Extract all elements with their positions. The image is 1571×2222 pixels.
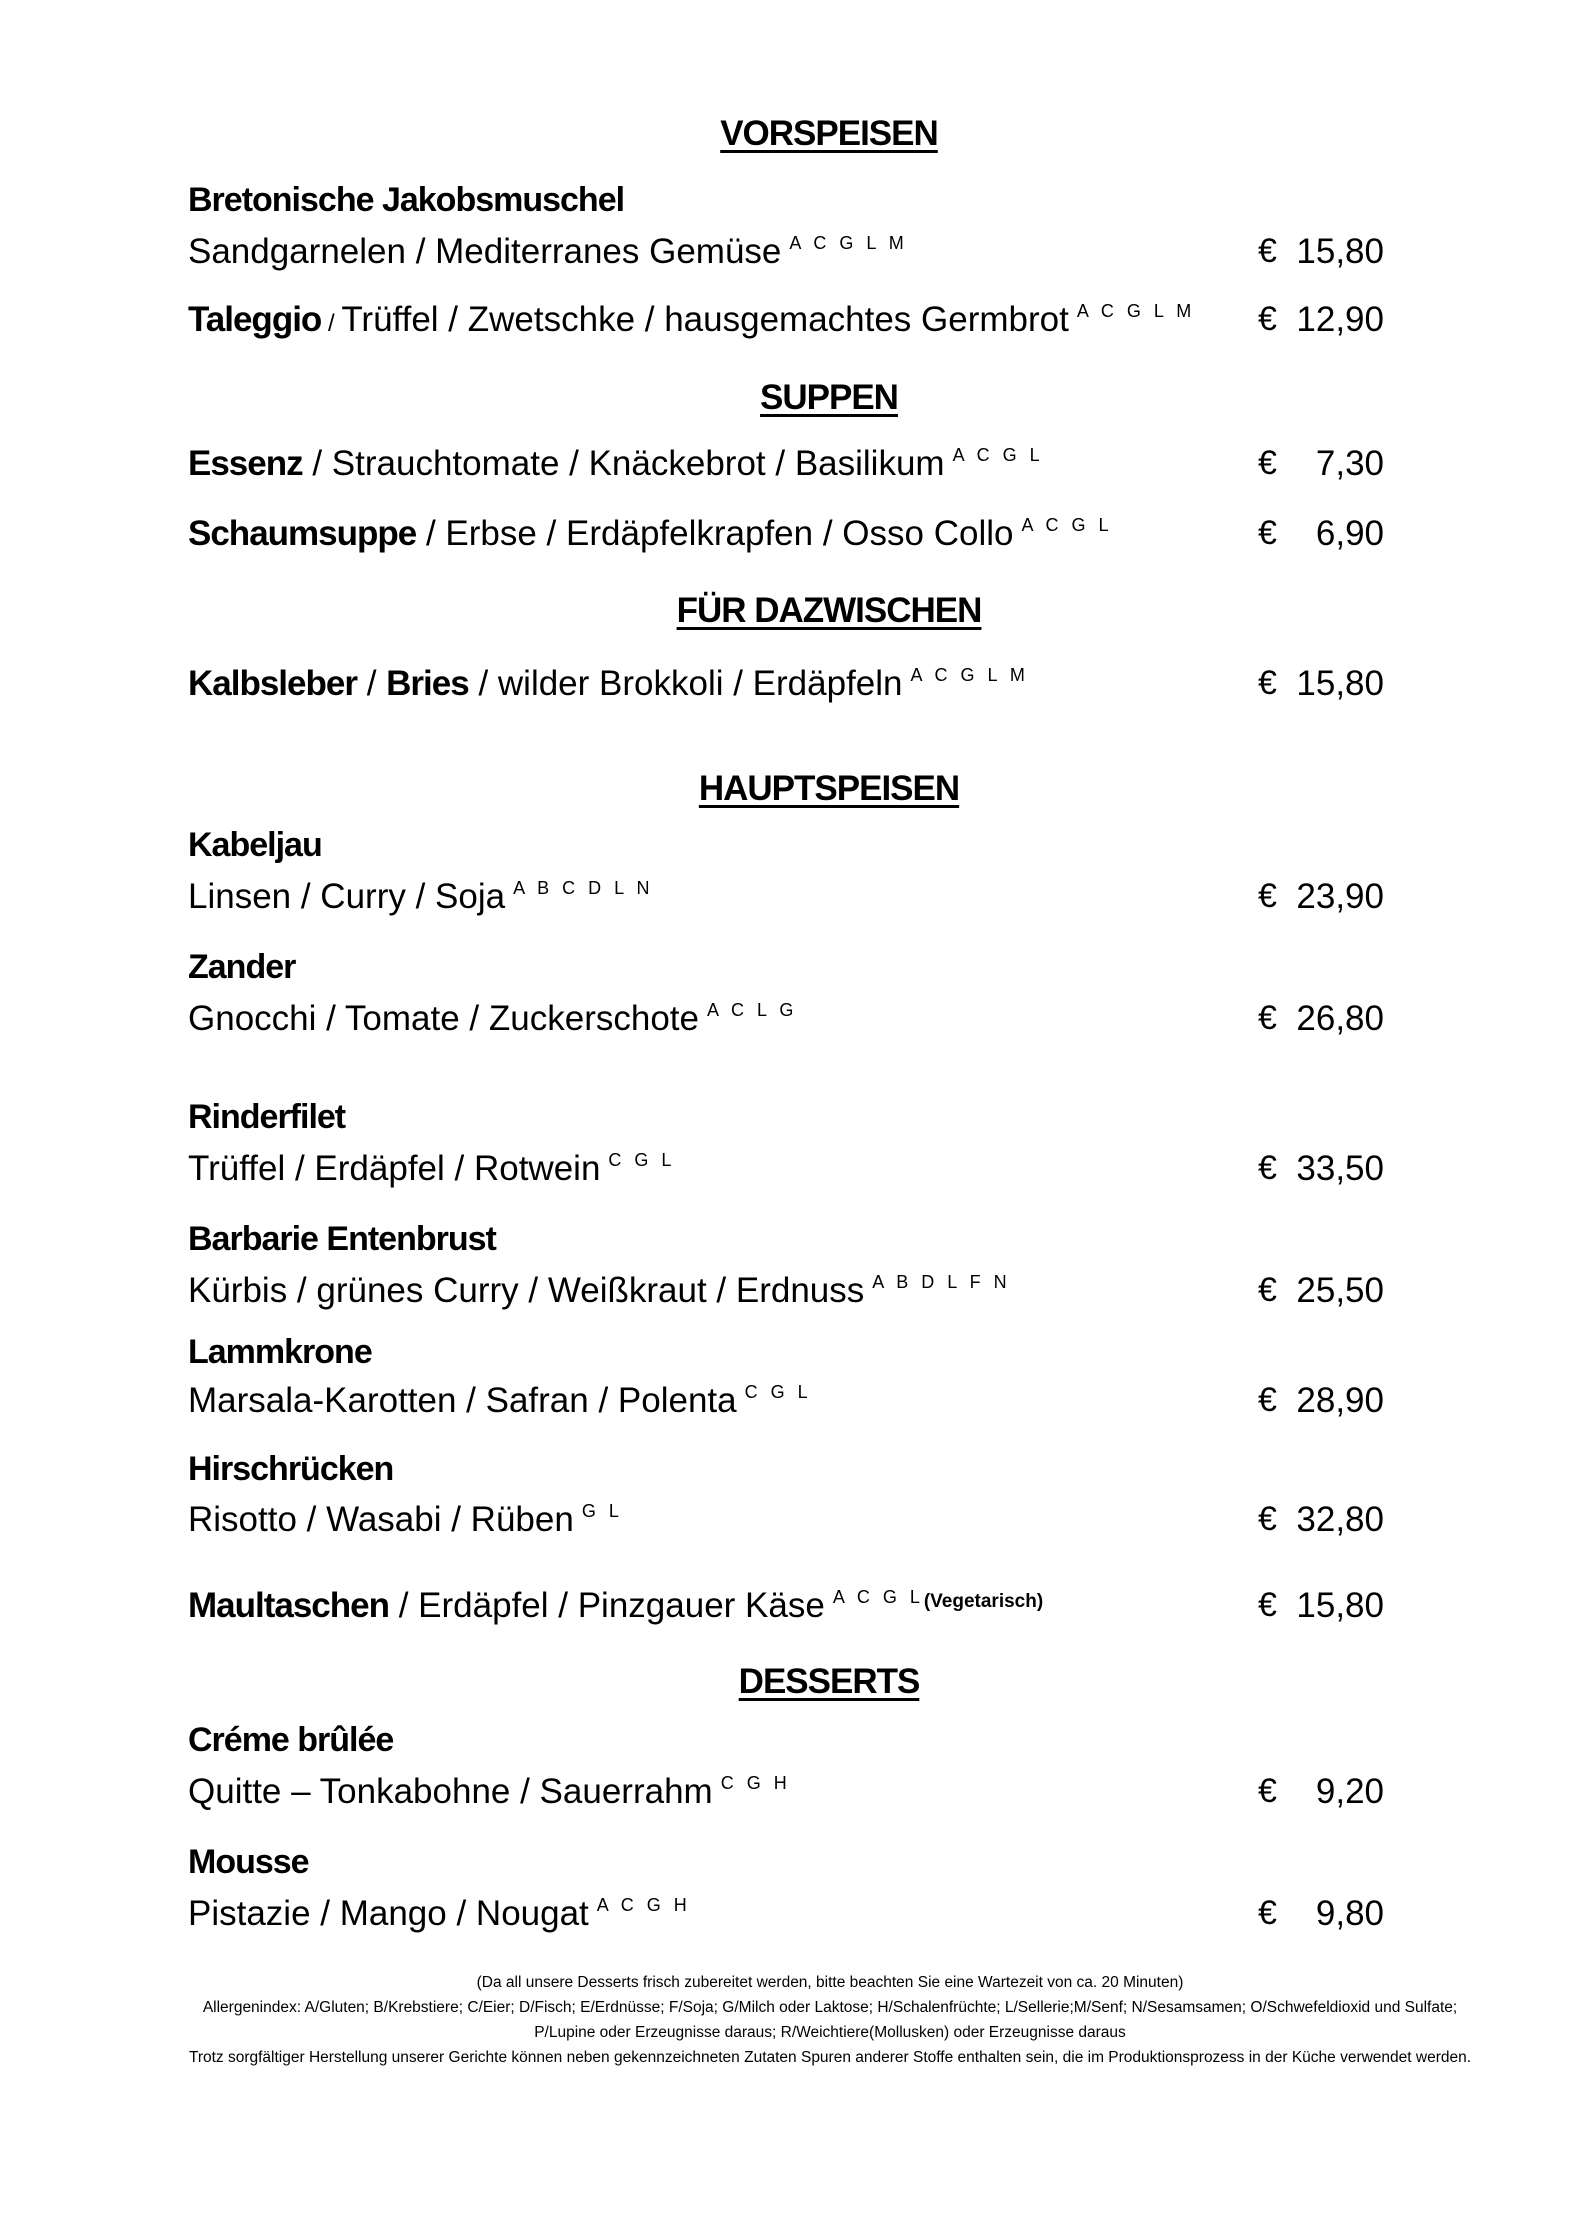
- allergen-codes: C G L: [744, 1382, 812, 1402]
- allergen-footer: [150, 1970, 1510, 2070]
- allergen-codes: C G L: [608, 1150, 676, 1170]
- currency-symbol: €: [1258, 444, 1277, 482]
- price-schaumsuppe: 6,90: [1315, 514, 1384, 553]
- dish-title-entenbrust: Barbarie Entenbrust: [188, 1220, 496, 1258]
- dish-line-rinderfilet: [188, 1149, 675, 1189]
- price-essenz: 7,30: [1315, 444, 1384, 483]
- currency-symbol: €: [1258, 1772, 1277, 1810]
- dish-name: Taleggio: [188, 300, 322, 339]
- allergen-index-continued: P/Lupine oder Erzeugnisse daraus; R/Weichtiere(Mollusken) oder Erzeugnisse daraus: [534, 2024, 1126, 2041]
- allergen-codes: A B C D L N: [513, 878, 654, 898]
- dish-line-creme-brulee: [188, 1772, 791, 1812]
- dish-desc: Pistazie / Mango / Nougat: [188, 1894, 589, 1933]
- section-heading-vorspeisen: VORSPEISEN: [720, 114, 938, 153]
- allergen-codes: A C G H: [596, 1895, 691, 1915]
- currency-symbol: €: [1258, 1381, 1277, 1419]
- price-lammkrone: 28,90: [1296, 1381, 1384, 1420]
- currency-symbol: €: [1258, 877, 1277, 915]
- dish-desc: Trüffel / Erdäpfel / Rotwein: [188, 1149, 601, 1188]
- dish-desc: Marsala-Karotten / Safran / Polenta: [188, 1381, 737, 1420]
- price-mousse: 9,80: [1315, 1894, 1384, 1933]
- currency-symbol: €: [1258, 1271, 1277, 1309]
- dish-desc: / wilder Brokkoli / Erdäpfeln: [468, 664, 903, 703]
- price-creme-brulee: 9,20: [1315, 1772, 1384, 1811]
- section-heading-hauptspeisen: HAUPTSPEISEN: [698, 769, 960, 808]
- currency-symbol: €: [1258, 1586, 1277, 1624]
- dish-name: Kalbsleber: [188, 664, 357, 703]
- currency-symbol: €: [1258, 1894, 1277, 1932]
- currency-symbol: €: [1258, 514, 1277, 552]
- dish-desc: Gnocchi / Tomate / Zuckerschote: [188, 999, 699, 1038]
- dish-title-jakobsmuschel: Bretonische Jakobsmuschel: [188, 181, 625, 219]
- section-heading-dazwischen: FÜR DAZWISCHEN: [676, 591, 982, 630]
- allergen-codes: A C G L: [832, 1587, 924, 1607]
- dish-title-rinderfilet: Rinderfilet: [188, 1098, 346, 1136]
- dish-title-kabeljau: Kabeljau: [188, 826, 322, 864]
- traces-disclaimer: Trotz sorgfältiger Herstellung unserer Gerichte können neben gekennzeichneten Zutaten Spuren anderer Stoffe enthalten sein, die im Produktionsprozess in der Küche verwendet werden.: [188, 2049, 1472, 2066]
- dessert-wait-note: (Da all unsere Desserts frisch zubereitet werden, bitte beachten Sie eine Wartezeit von ca. 20 Minuten): [476, 1974, 1184, 1991]
- dish-line-maultaschen: [188, 1586, 1043, 1626]
- dish-line-mousse: [188, 1894, 691, 1934]
- allergen-codes: G L: [581, 1501, 623, 1521]
- price-kalbsleber: 15,80: [1296, 664, 1384, 703]
- price-taleggio: 12,90: [1296, 300, 1384, 339]
- dish-title-mousse: Mousse: [188, 1843, 309, 1881]
- allergen-codes: C G H: [720, 1773, 791, 1793]
- dish-title-lammkrone: Lammkrone: [188, 1333, 372, 1371]
- price-zander: 26,80: [1296, 999, 1384, 1038]
- separator: /: [356, 664, 387, 703]
- price-entenbrust: 25,50: [1296, 1271, 1384, 1310]
- section-heading-desserts: DESSERTS: [738, 1662, 920, 1701]
- dish-line-taleggio: [188, 300, 1195, 340]
- currency-symbol: €: [1258, 664, 1277, 702]
- dish-desc: / Erdäpfel / Pinzgauer Käse: [389, 1586, 825, 1625]
- dish-desc: Sandgarnelen / Mediterranes Gemüse: [188, 232, 782, 271]
- allergen-index: Allergenindex: A/Gluten; B/Krebstiere; C/Eier; D/Fisch; E/Erdnüsse; F/Soja; G/Milch oder Laktose; H/Schalenfrüchte; L/Sellerie;M/Senf; N/Sesamsamen; O/Schwefeldioxid und Sulfate;: [202, 1999, 1458, 2016]
- allergen-codes: A C G L M: [789, 233, 908, 253]
- allergen-codes: A C L G: [706, 1000, 798, 1020]
- dish-desc: / Strauchtomate / Knäckebrot / Basilikum: [302, 444, 945, 483]
- dish-name: Maultaschen: [188, 1586, 389, 1625]
- price-maultaschen: 15,80: [1296, 1586, 1384, 1625]
- dish-line-schaumsuppe: [188, 514, 1113, 554]
- price-hirschruecken: 32,80: [1296, 1500, 1384, 1539]
- dish-title-hirschruecken: Hirschrücken: [188, 1450, 394, 1488]
- allergen-codes: A B D L F N: [872, 1272, 1011, 1292]
- price-jakobsmuschel: 15,80: [1296, 232, 1384, 271]
- dish-line-lammkrone: [188, 1381, 812, 1421]
- currency-symbol: €: [1258, 1149, 1277, 1187]
- dish-desc: Trüffel / Zwetschke / hausgemachtes Germbrot: [341, 300, 1069, 339]
- allergen-codes: A C G L M: [1076, 301, 1196, 321]
- dish-desc: Linsen / Curry / Soja: [188, 877, 506, 916]
- dish-line-essenz: [188, 444, 1044, 484]
- currency-symbol: €: [1258, 300, 1277, 338]
- dish-line-entenbrust: [188, 1271, 1011, 1311]
- allergen-codes: A C G L: [1021, 515, 1113, 535]
- currency-symbol: €: [1258, 1500, 1277, 1538]
- price-kabeljau: 23,90: [1296, 877, 1384, 916]
- dish-name: Essenz: [188, 444, 303, 483]
- dish-title-zander: Zander: [188, 948, 296, 986]
- allergen-codes: A C G L M: [910, 665, 1029, 685]
- dish-line-jakobsmuschel: [188, 232, 908, 272]
- dish-desc: / Erbse / Erdäpfelkrapfen / Osso Collo: [416, 514, 1014, 553]
- dish-name-2: Bries: [386, 664, 469, 703]
- vegetarian-note: (Vegetarisch): [923, 1591, 1044, 1612]
- dish-name: Schaumsuppe: [188, 514, 417, 553]
- currency-symbol: €: [1258, 232, 1277, 270]
- dish-title-creme-brulee: Créme brûlée: [188, 1721, 394, 1759]
- price-rinderfilet: 33,50: [1296, 1149, 1384, 1188]
- currency-symbol: €: [1258, 999, 1277, 1037]
- section-heading-suppen: SUPPEN: [760, 378, 898, 417]
- dish-line-hirschruecken: [188, 1500, 623, 1540]
- dish-desc: Kürbis / grünes Curry / Weißkraut / Erdnuss: [188, 1271, 865, 1310]
- separator: /: [321, 310, 342, 337]
- dish-line-kalbsleber: [188, 664, 1029, 704]
- dish-desc: Risotto / Wasabi / Rüben: [188, 1500, 574, 1539]
- allergen-codes: A C G L: [952, 445, 1044, 465]
- dish-desc: Quitte – Tonkabohne / Sauerrahm: [188, 1772, 713, 1811]
- dish-line-kabeljau: [188, 877, 653, 917]
- dish-line-zander: [188, 999, 797, 1039]
